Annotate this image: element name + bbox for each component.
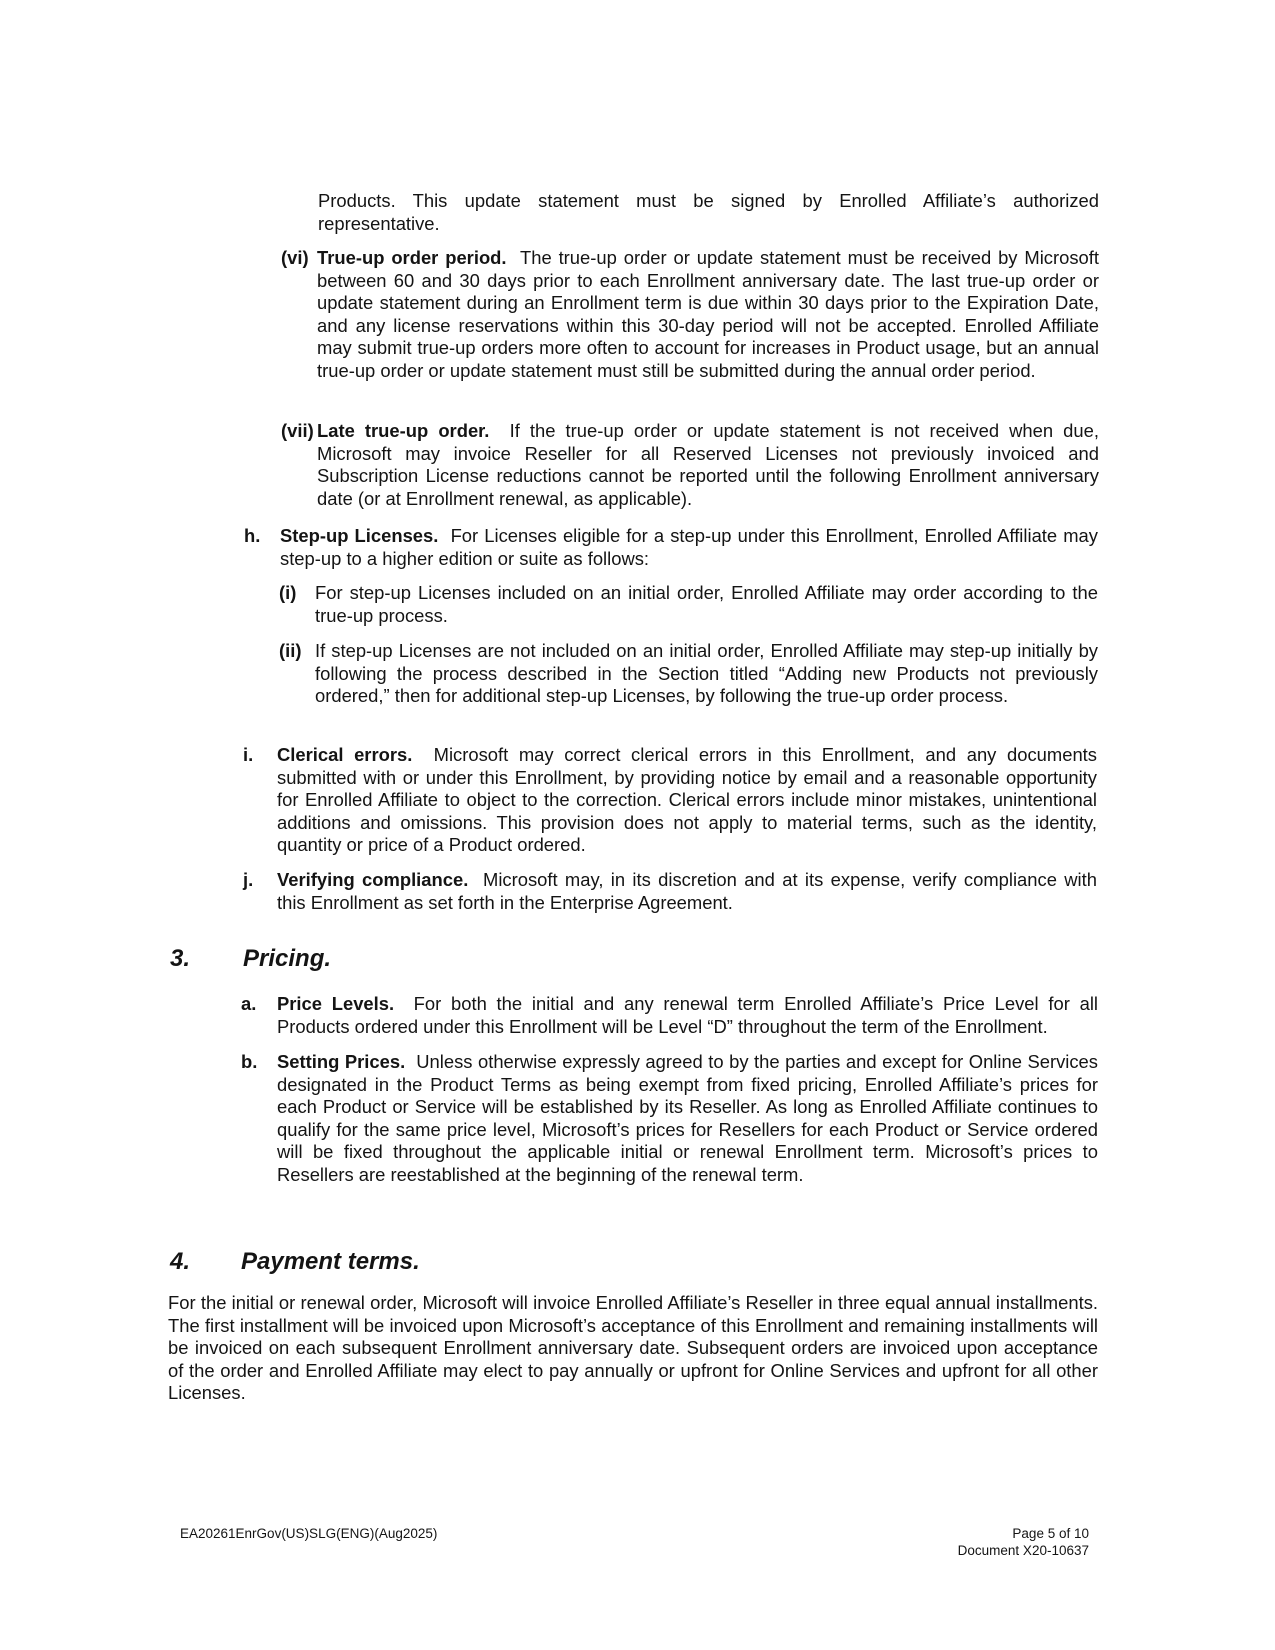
payment-paragraph: [168, 1292, 1098, 1405]
item-b-text: Unless otherwise expressly agreed to by the parties and except for Online Services designated in the Product Terms as being exempt from fixed pricing, Enrolled Affiliate’s prices for each Product or Service will be established by its Reseller. As long as Enrolled Affiliate continues to qualify for the same price level, Microsoft’s prices for Resellers for each Product or Service ordered will be fixed throughout the applicable initial or renewal Enrollment term. Microsoft’s prices to Resellers are reestablished at the beginning of the renewal term.: [277, 1051, 1098, 1185]
footer-document-code: EA20261EnrGov(US)SLG(ENG)(Aug2025): [180, 1526, 438, 1541]
item-a-label: a.: [241, 993, 257, 1014]
item-b-title: Setting Prices.: [277, 1051, 406, 1072]
section-3-number: 3.: [170, 945, 191, 972]
item-h: [244, 525, 1098, 570]
continuation-paragraph: [318, 190, 1099, 235]
item-h-ii-label: (ii): [279, 640, 302, 661]
item-h-ii-text: If step-up Licenses are not included on an initial order, Enrolled Affiliate may step-up initially by following the process described in the Section titled “Adding new Products not previously ordered,” then for additional step-up Licenses, by following the true-up order process.: [315, 640, 1098, 707]
item-vi: [281, 247, 1099, 383]
item-h-i-text: For step-up Licenses included on an initial order, Enrolled Affiliate may order according to the true-up process.: [315, 582, 1098, 626]
item-b: [241, 1051, 1098, 1187]
item-vi-title: True-up order period.: [317, 247, 507, 268]
item-vii-label: (vii): [281, 420, 314, 441]
item-vi-text: The true-up order or update statement must be received by Microsoft between 60 and 30 days prior to each Enrollment anniversary date. The last true-up order or update statement during an Enrollment term is due within 30 days prior to the Expiration Date, and any license reservations within this 30-day period will not be accepted. Enrolled Affiliate may submit true-up orders more often to account for increases in Product usage, but an annual true-up order or update statement must still be submitted during the annual order period.: [317, 247, 1099, 381]
footer-page-number: Page 5 of 10: [1012, 1526, 1089, 1541]
item-vii-text: If the true-up order or update statement is not received when due, Microsoft may invoice Reseller for all Reserved Licenses not previously invoiced and Subscription License reductions cannot be reported until the following Enrollment anniversary date (or at Enrollment renewal, as applicable).: [317, 420, 1099, 509]
item-h-text: For Licenses eligible for a step-up under this Enrollment, Enrolled Affiliate may step-up to a higher edition or suite as follows:: [280, 525, 1098, 569]
item-a-title: Price Levels.: [277, 993, 395, 1014]
footer-document-number: Document X20-10637: [957, 1543, 1089, 1558]
item-j-text: Microsoft may, in its discretion and at its expense, verify compliance with this Enrollment as set forth in the Enterprise Agreement.: [277, 869, 1097, 913]
item-i: [243, 744, 1097, 857]
item-a-text: For both the initial and any renewal term Enrolled Affiliate’s Price Level for all Products ordered under this Enrollment will be Level “D” throughout the term of the Enrollment.: [277, 993, 1098, 1037]
item-vi-label: (vi): [281, 247, 309, 268]
item-h-i-label: (i): [279, 582, 297, 603]
payment-text: For the initial or renewal order, Microsoft will invoice Enrolled Affiliate’s Reseller in three equal annual installments. The first installment will be invoiced upon Microsoft’s acceptance of this Enrollment and remaining installments will be invoiced on each subsequent Enrollment anniversary date. Subsequent orders are invoiced upon acceptance of the order and Enrolled Affiliate may elect to pay annually or upfront for Online Services and upfront for all other Licenses.: [168, 1292, 1098, 1404]
footer-page-info: [958, 1525, 1089, 1559]
item-j-title: Verifying compliance.: [277, 869, 469, 890]
item-h-i: [279, 582, 1098, 627]
item-i-label: i.: [243, 744, 254, 765]
item-i-title: Clerical errors.: [277, 744, 413, 765]
section-3-title: Pricing.: [243, 945, 332, 972]
item-j: [243, 869, 1097, 914]
item-vii-title: Late true-up order.: [317, 420, 490, 441]
item-vii: [281, 420, 1099, 510]
section-4-number: 4.: [170, 1248, 191, 1275]
item-j-label: j.: [243, 869, 254, 890]
continuation-text: Products. This update statement must be signed by Enrolled Affiliate’s authorized representative.: [318, 190, 1099, 234]
item-h-label: h.: [244, 525, 261, 546]
item-i-text: Microsoft may correct clerical errors in this Enrollment, and any documents submitted with or under this Enrollment, by providing notice by email and a reasonable opportunity for Enrolled Affiliate to object to the correction. Clerical errors include minor mistakes, unintentional additions and omissions. This provision does not apply to material terms, such as the identity, quantity or price of a Product ordered.: [277, 744, 1097, 856]
item-h-ii: [279, 640, 1098, 708]
section-4-title: Payment terms.: [241, 1248, 420, 1275]
item-h-title: Step-up Licenses.: [280, 525, 439, 546]
item-b-label: b.: [241, 1051, 258, 1072]
item-a: [241, 993, 1098, 1038]
